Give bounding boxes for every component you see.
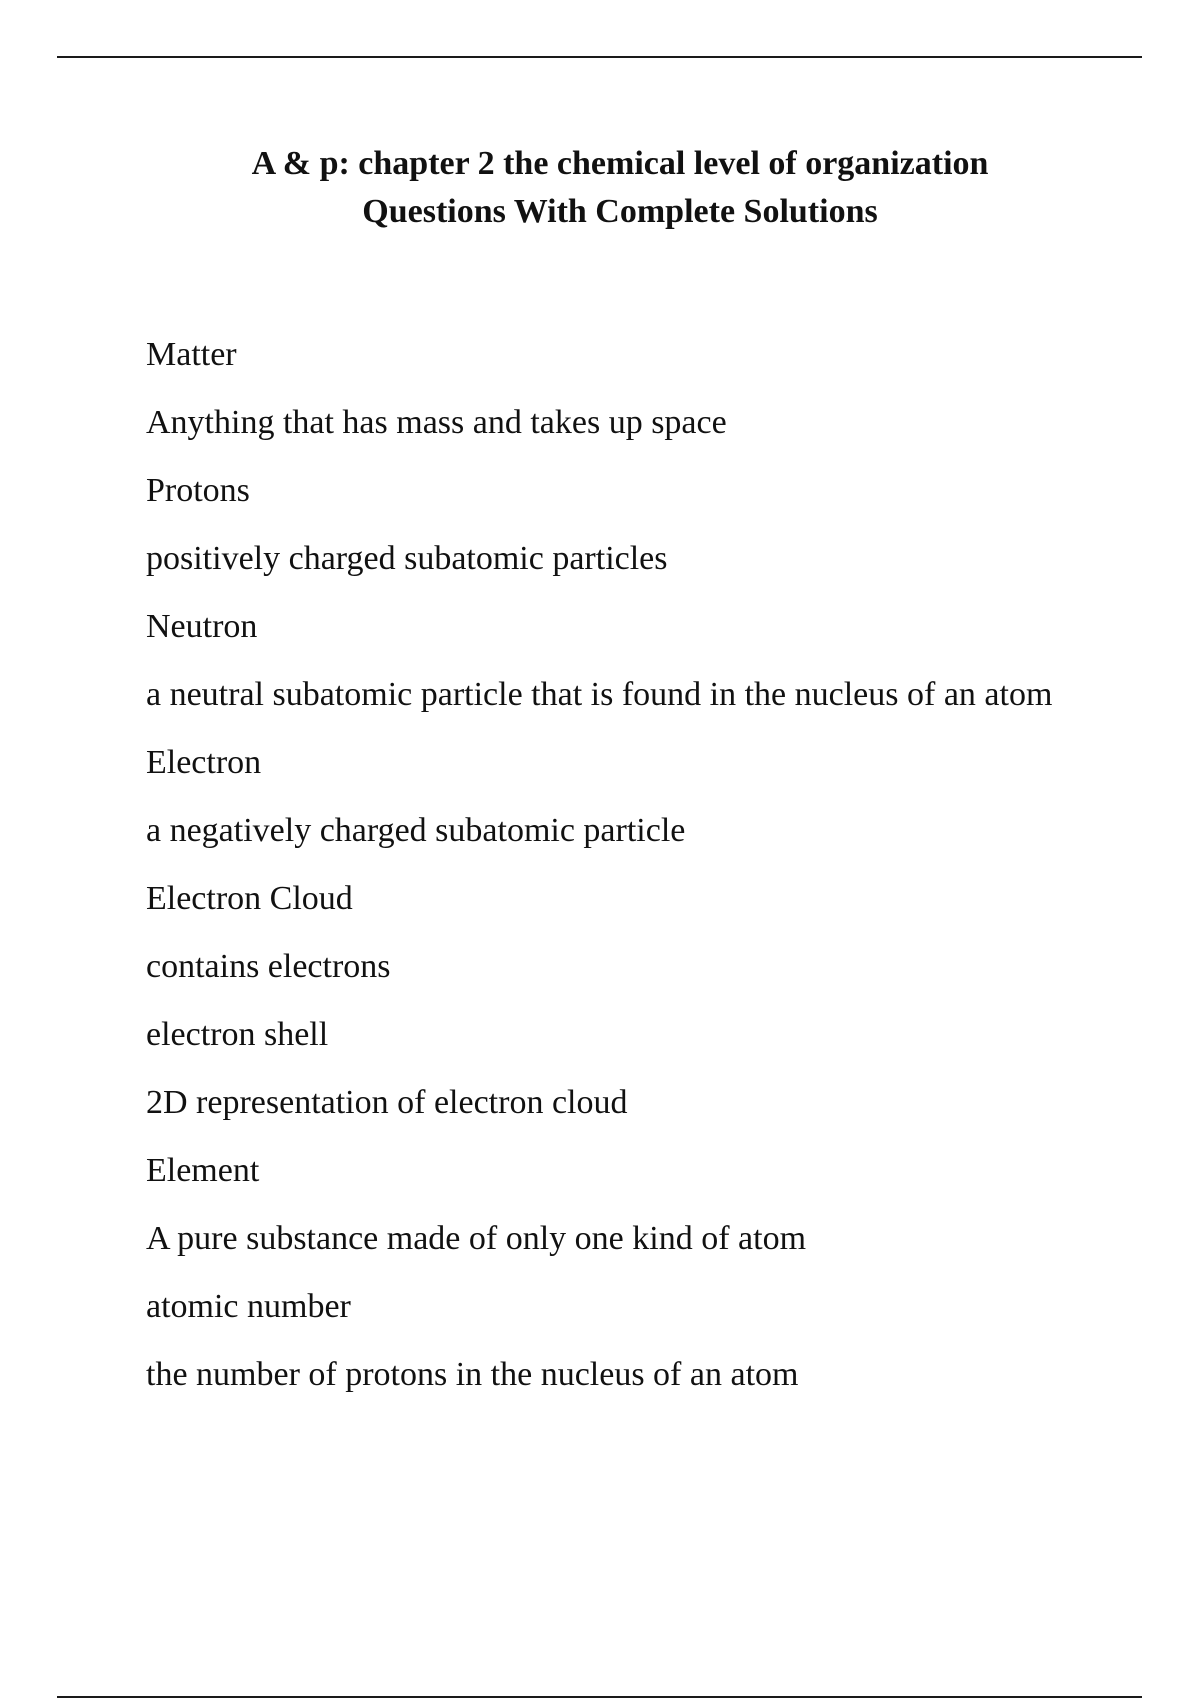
term-protons: Protons <box>146 472 250 509</box>
top-rule <box>57 56 1142 58</box>
definition-element: A pure substance made of only one kind of atom <box>146 1220 807 1257</box>
term-neutron: Neutron <box>146 608 258 645</box>
term-element: Element <box>146 1152 260 1189</box>
qa-list <box>146 330 1056 1418</box>
definition-protons: positively charged subatomic particles <box>146 540 668 577</box>
definition-neutron: a neutral subatomic particle that is found in the nucleus of an atom <box>146 676 1053 713</box>
title-line-1: A & p: chapter 2 the chemical level of organization <box>251 145 989 182</box>
term-electron-cloud: Electron Cloud <box>146 880 353 917</box>
definition-matter: Anything that has mass and takes up space <box>146 404 727 441</box>
title-line-2: Questions With Complete Solutions <box>362 193 878 230</box>
term-matter: Matter <box>146 336 237 373</box>
definition-electron-cloud: contains electrons <box>146 948 391 985</box>
term-atomic-number: atomic number <box>146 1288 351 1325</box>
definition-atomic-number: the number of protons in the nucleus of an atom <box>146 1356 799 1393</box>
bottom-rule <box>57 1696 1142 1698</box>
page-title <box>0 140 1200 236</box>
term-electron: Electron <box>146 744 262 781</box>
definition-electron: a negatively charged subatomic particle <box>146 812 686 849</box>
term-electron-shell: electron shell <box>146 1016 329 1053</box>
definition-electron-shell: 2D representation of electron cloud <box>146 1084 628 1121</box>
